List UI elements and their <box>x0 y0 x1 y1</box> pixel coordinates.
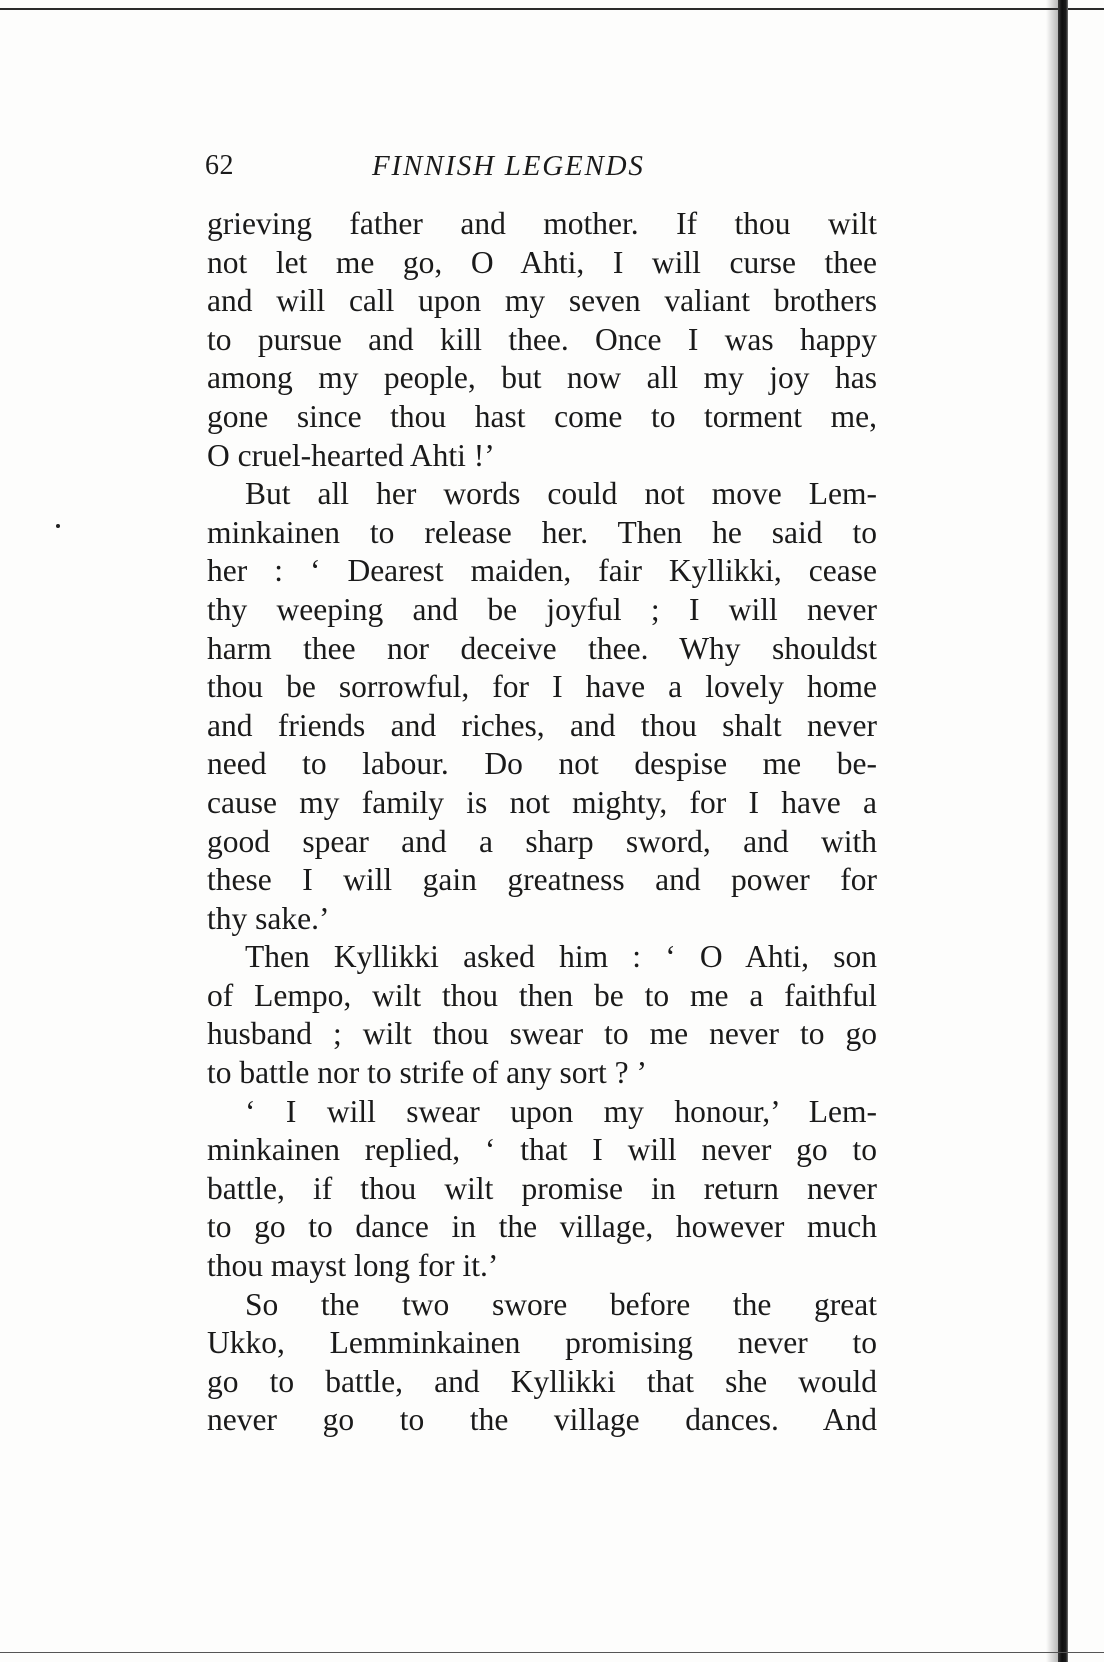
ink-speck <box>56 524 60 528</box>
text-line: grieving father and mother. If thou wilt <box>207 206 877 241</box>
text-line: thy weeping and be joyful ; I will never <box>207 591 877 627</box>
text-line: Ukko, Lemminkainen promising never to <box>207 1325 877 1361</box>
text-line: Then Kyllikki asked him : ‘ O Ahti, son <box>245 939 877 975</box>
text-line: to pursue and kill thee. Once I was happy <box>207 321 877 357</box>
text-line: thou mayst long for it.’ <box>207 1248 499 1284</box>
text-line: husband ; wilt thou swear to me never to go <box>207 1016 877 1052</box>
page-number: 62 <box>205 150 234 181</box>
text-line: But all her words could not move Lem- <box>245 476 877 512</box>
text-line: her : ‘ Dearest maiden, fair Kyllikki, cease <box>207 553 877 589</box>
text-line: cause my family is not mighty, for I have a <box>207 784 877 820</box>
binding-edge <box>1058 0 1068 1662</box>
text-line: So the two swore before the great <box>245 1286 877 1322</box>
text-line: go to battle, and Kyllikki that she would <box>207 1363 877 1399</box>
text-line: need to labour. Do not despise me be- <box>207 746 877 782</box>
text-line: never go to the village dances. And <box>207 1402 877 1438</box>
text-line: to go to dance in the village, however much <box>207 1209 877 1245</box>
text-line: these I will gain greatness and power for <box>207 862 877 898</box>
top-edge-rule <box>0 8 1104 10</box>
bottom-edge-rule <box>0 1652 1104 1653</box>
text-line: good spear and a sharp sword, and with <box>207 823 877 859</box>
text-line: among my people, but now all my joy has <box>207 360 877 396</box>
text-line: not let me go, O Ahti, I will curse thee <box>207 244 877 280</box>
text-line: battle, if thou wilt promise in return never <box>207 1170 877 1206</box>
running-title: FINNISH LEGENDS <box>372 150 645 182</box>
text-line: and will call upon my seven valiant brothers <box>207 283 877 319</box>
text-line: thy sake.’ <box>207 900 330 936</box>
text-line: harm thee nor deceive thee. Why shouldst <box>207 630 877 666</box>
text-line: and friends and riches, and thou shalt never <box>207 707 877 743</box>
text-line: to battle nor to strife of any sort ? ’ <box>207 1055 648 1091</box>
text-line: of Lempo, wilt thou then be to me a faithful <box>207 977 877 1013</box>
body-text <box>207 205 877 1440</box>
text-line: ‘ I will swear upon my honour,’ Lem- <box>245 1093 877 1129</box>
page-header <box>205 150 885 190</box>
gutter-shadow <box>1046 0 1058 1662</box>
text-line: minkainen replied, ‘ that I will never go to <box>207 1132 877 1168</box>
text-line: minkainen to release her. Then he said to <box>207 514 877 550</box>
text-line: gone since thou hast come to torment me, <box>207 398 877 434</box>
text-line: O cruel-hearted Ahti !’ <box>207 437 495 473</box>
text-line: thou be sorrowful, for I have a lovely home <box>207 669 877 705</box>
